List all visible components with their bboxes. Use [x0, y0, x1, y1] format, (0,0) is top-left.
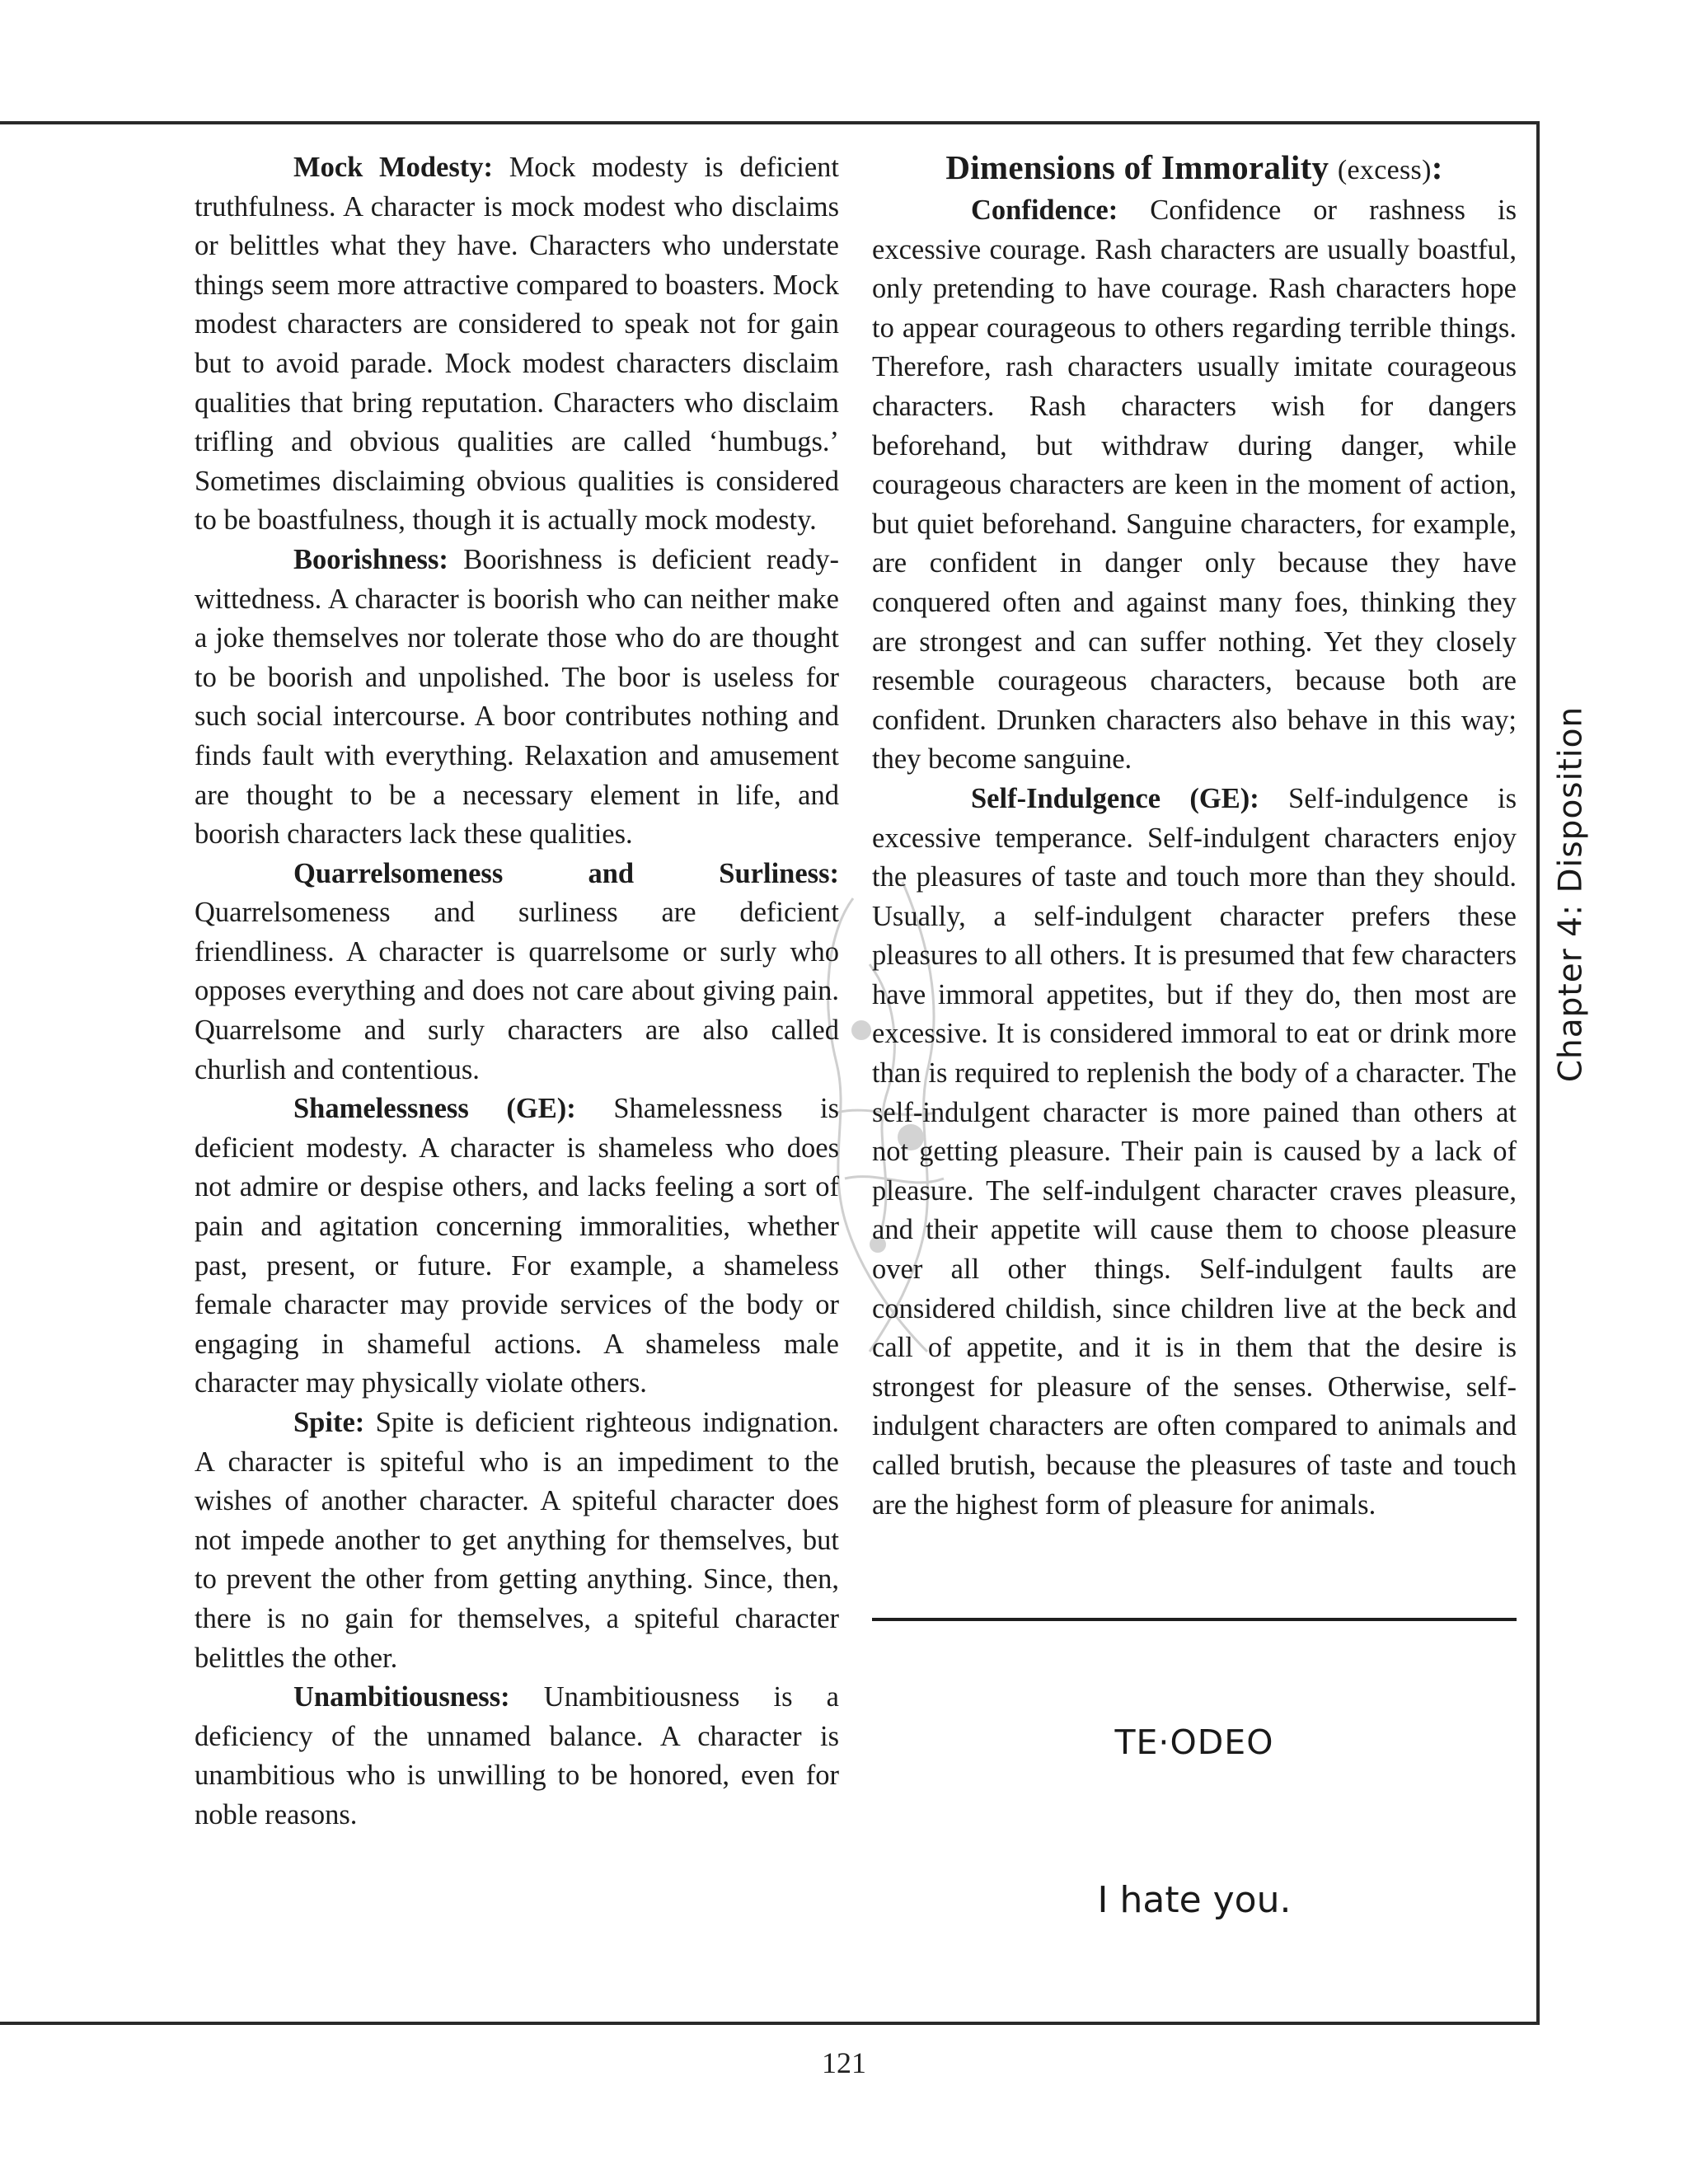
page-number: 121	[822, 2046, 866, 2079]
heading-main: Dimensions of Immorality	[945, 148, 1329, 186]
entry-term: Quarrelsomeness and Surliness:	[293, 857, 839, 889]
right-column	[872, 147, 1517, 1525]
entry-text: Self-indulgence is excessive temperance. Self-indulgent characters enjoy the pleasures of taste and touch more than they should. Usually, a self-indulgent character prefers these pleasures to all others. It is presumed that few characters have immoral appetites, but if they do, then most are excessive. It is considered immoral to eat or drink more than is required to replenish the body of a character. The self-indulgent character is more pained than others at not getting pleasure. Their pain is caused by a lack of pleasure. The self-indulgent character craves pleasure, and their appetite will cause them to choose pleasure over all other things. Self-indulgent faults are considered childish, since children live at the beck and call of appetite, and it is in them that the desire is strongest for pleasure of the senses. Otherwise, self-indulgent characters are often compared to animals and called brutish, because the pleasures of taste and touch are the highest form of pleasure for animals.	[872, 782, 1517, 1521]
entry-text: Shamelessness is deficient modesty. A character is shameless who does not admire or despise others, and lacks feeling a sort of pain and agitation concerning immoralities, whether past, present, or future. For example, a shameless female character may provide services of the body or engaging in shameful actions. A shameless male character may physically violate others.	[195, 1093, 839, 1399]
section-heading	[872, 147, 1517, 191]
entry-quarrelsomeness	[195, 855, 839, 1090]
entry-term: Unambitiousness:	[293, 1681, 510, 1713]
heading-qualifier: (excess)	[1337, 155, 1432, 185]
chapter-side-label: Chapter 4: Disposition	[1552, 705, 1590, 1083]
entry-term: Boorishness:	[293, 543, 448, 575]
entry-text: Confidence or rashness is excessive courage. Rash characters are usually boastful, only pretending to have courage. Rash characters hope to appear courageous to others regarding terrible things. Therefore, rash characters usually imitate courageous characters. Rash characters wish for dangers beforehand, but withdraw during danger, while courageous characters are keen in the moment of action, but quiet beforehand. Sanguine characters, for example, are confident in danger only because they have conquered often and against many foes, thinking they are strongest and can suffer nothing. Yet they closely resemble courageous characters, because both are confident. Drunken characters also behave in this way; they become sanguine.	[872, 194, 1517, 776]
entry-term: Self-Indulgence (GE):	[971, 782, 1259, 814]
entry-text: Boorishness is deficient ready-wittedness. A character is boorish who can neither make a joke themselves nor tolerate those who do are thought to be boorish and unpolished. The boor is useless for such social intercourse. A boor contributes nothing and finds fault with everything. Relaxation and amusement are thought to be a necessary element in life, and boorish characters lack these qualities.	[195, 543, 839, 851]
entry-boorishness	[195, 541, 839, 855]
entry-text: Spite is deficient righteous indignation. A character is spiteful who is an impediment to the wishes of another character. A spiteful character does not impede another to get anything for themselves, but to prevent the other from getting anything. Since, then, there is no gain for themselves, a spiteful character belittles the other.	[195, 1407, 839, 1674]
entry-confidence	[872, 191, 1517, 780]
entry-spite	[195, 1404, 839, 1678]
entry-text: Quarrelsomeness and surliness are deficient friendliness. A character is quarrelsome or surly who opposes everything and does not care about giving pain. Quarrelsome and surly characters are also called churlish and contentious.	[195, 897, 839, 1085]
entry-text: Unambitiousness is a deficiency of the unnamed balance. A character is unambitious who is unwilling to be honored, even for noble reasons.	[195, 1681, 839, 1830]
entry-unambitiousness	[195, 1678, 839, 1835]
quote-english: I hate you.	[1097, 1879, 1292, 1921]
entry-shamelessness	[195, 1090, 839, 1404]
quote-divider	[872, 1618, 1517, 1621]
entry-term: Spite:	[293, 1407, 365, 1438]
entry-self-indulgence	[872, 780, 1517, 1525]
entry-text: Mock modesty is deficient truthfulness. A character is mock modest who disclaims or belittles what they have. Characters who understate things seem more attractive compared to boasters. Mock modest characters are considered to speak not for gain but to avoid parade. Mock modest characters disclaim qualities that bring reputation. Characters who disclaim trifling and obvious qualities are called ‘humbugs.’ Sometimes disclaiming obvious qualities is considered to be boastfulness, though it is actually mock modesty.	[195, 152, 840, 537]
entry-term: Shamelessness (GE):	[293, 1093, 576, 1125]
quote-latin: TE·ODEO	[1114, 1722, 1274, 1762]
entry-mock-modesty	[195, 148, 839, 541]
heading-colon: :	[1431, 148, 1443, 186]
left-column	[195, 148, 839, 1835]
entry-term: Mock Modesty:	[293, 152, 494, 183]
entry-term: Confidence:	[971, 194, 1118, 226]
